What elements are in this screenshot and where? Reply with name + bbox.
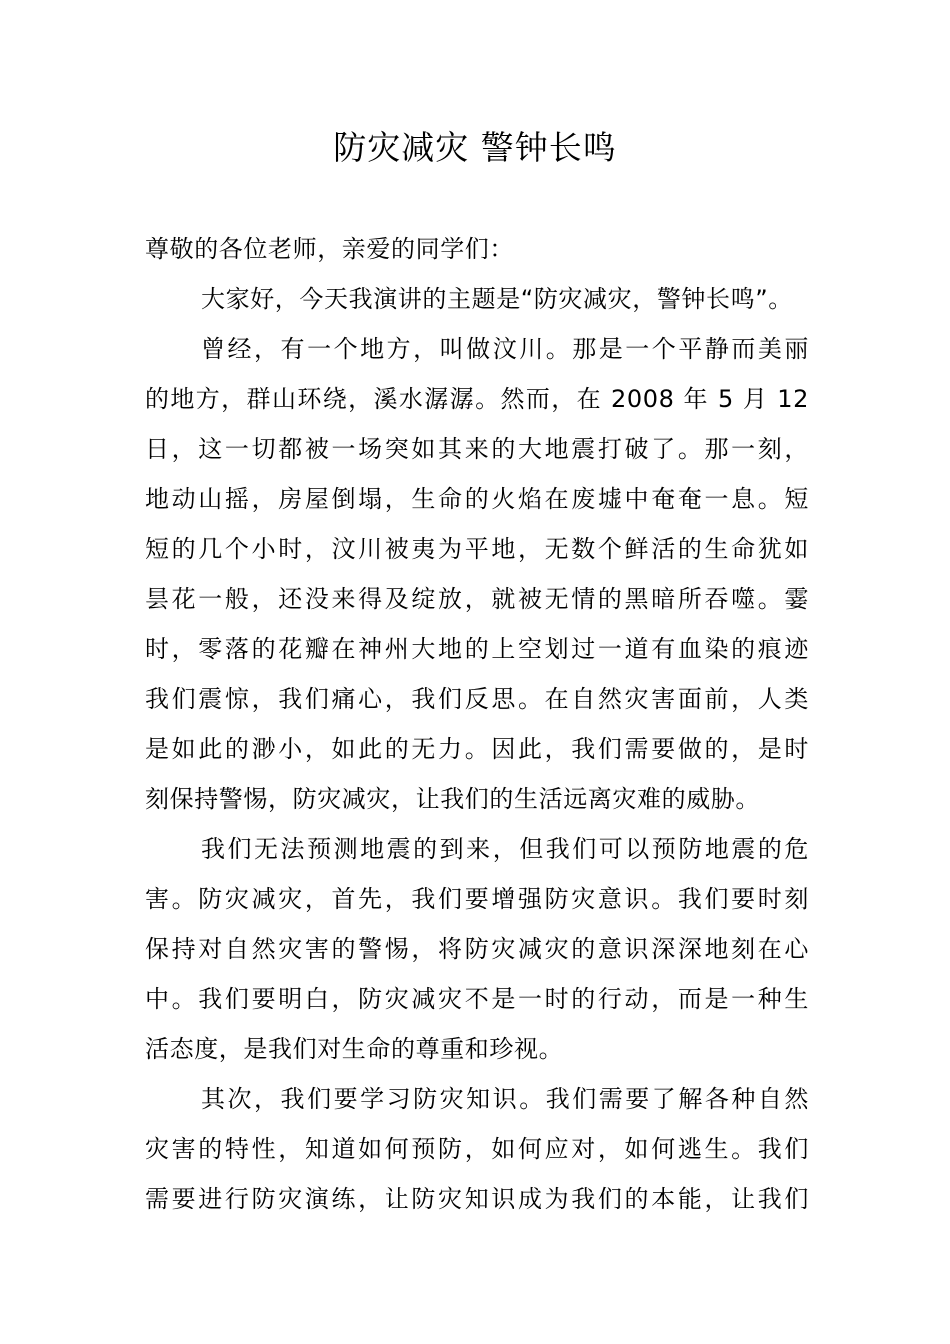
speech-body bbox=[145, 224, 809, 1224]
paragraph-line: 曾经，有一个地方，叫做汶川。那是一个平静而美丽 bbox=[201, 335, 809, 363]
paragraph-line: 害。防灾减灾，首先，我们要增强防灾意识。我们要时刻 bbox=[145, 885, 809, 913]
paragraph-line: 短的几个小时，汶川被夷为平地，无数个鲜活的生命犹如 bbox=[145, 535, 809, 563]
page-title: 防灾减灾 警钟长鸣 bbox=[333, 128, 617, 167]
paragraph-line: 的地方，群山环绕，溪水潺潺。然而，在 2008 年 5 月 12 bbox=[145, 385, 809, 413]
paragraph-line: 地动山摇，房屋倒塌，生命的火焰在废墟中奄奄一息。短 bbox=[145, 485, 809, 513]
paragraph-line: 中。我们要明白，防灾减灾不是一时的行动，而是一种生 bbox=[145, 985, 809, 1013]
paragraph-line: 我们无法预测地震的到来，但我们可以预防地震的危 bbox=[201, 835, 809, 863]
paragraph-line: 我们震惊，我们痛心，我们反思。在自然灾害面前，人类 bbox=[145, 685, 809, 713]
paragraph-line: 日，这一切都被一场突如其来的大地震打破了。那一刻， bbox=[145, 435, 809, 463]
paragraph-line: 大家好，今天我演讲的主题是“防灾减灾，警钟长鸣”。 bbox=[201, 285, 793, 313]
paragraph-line: 是如此的渺小，如此的无力。因此，我们需要做的，是时 bbox=[145, 735, 809, 763]
salutation-line: 尊敬的各位老师，亲爱的同学们： bbox=[145, 235, 514, 263]
paragraph-line: 需要进行防灾演练，让防灾知识成为我们的本能，让我们 bbox=[145, 1185, 809, 1213]
paragraph-line: 昙花一般，还没来得及绽放，就被无情的黑暗所吞噬。霎 bbox=[145, 585, 809, 613]
paragraph-line: 保持对自然灾害的警惕，将防灾减灾的意识深深地刻在心 bbox=[145, 935, 809, 963]
paragraph-line: 其次，我们要学习防灾知识。我们需要了解各种自然 bbox=[201, 1085, 809, 1113]
paragraph-line: 时，零落的花瓣在神州大地的上空划过一道有血染的痕迹 bbox=[145, 635, 809, 663]
paragraph-line: 活态度，是我们对生命的尊重和珍视。 bbox=[145, 1035, 564, 1063]
paragraph-line: 灾害的特性，知道如何预防，如何应对，如何逃生。我们 bbox=[145, 1135, 809, 1163]
paragraph-line: 刻保持警惕，防灾减灾，让我们的生活远离灾难的威胁。 bbox=[145, 785, 760, 813]
